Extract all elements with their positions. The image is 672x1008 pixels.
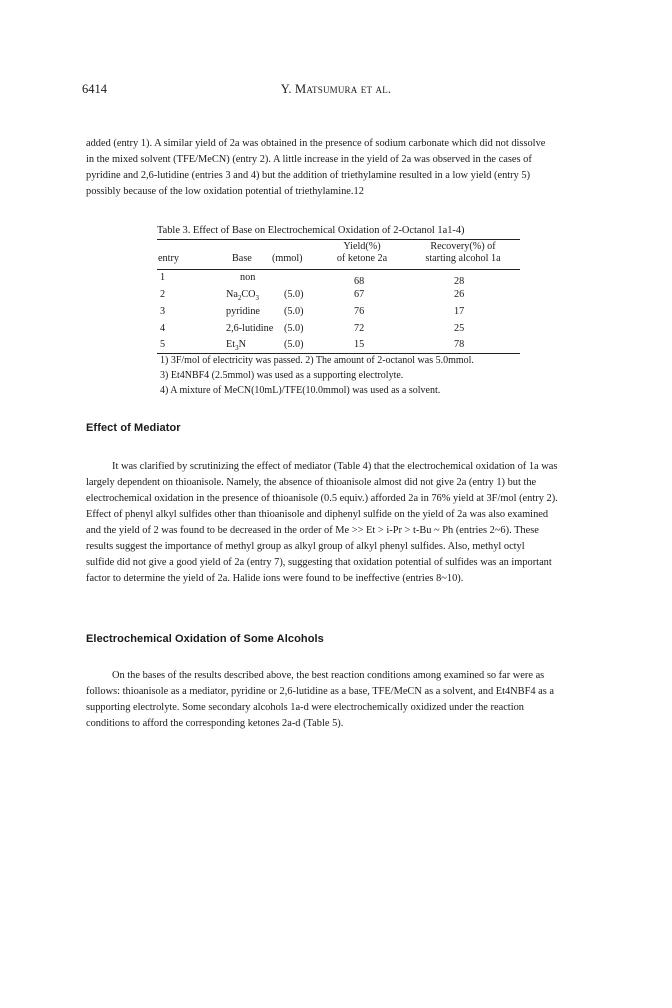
text-line: conditions to afford the corresponding ketones 2a-d (Table 5). xyxy=(86,718,344,729)
cell-entry: 4 xyxy=(160,323,166,334)
text-line: electrochemical oxidation in the presence of thioanisole (0.5 equiv.) afforded 2a in 76% yield at 3F/mol (entry 2). xyxy=(86,493,558,504)
table-caption: Table 3. Effect of Base on Electrochemical Oxidation of 2-Octanol 1a1-4) xyxy=(157,225,465,236)
text-line: On the bases of the results described above, the best reaction conditions among examined so far were as xyxy=(112,670,545,681)
header-yield-line2: of ketone 2a xyxy=(336,253,388,264)
cell-base: pyridine xyxy=(226,306,260,317)
cell-yield: 76 xyxy=(354,306,365,317)
cell-mmol: (5.0) xyxy=(284,339,304,350)
running-head: Y. Matsumura et al. xyxy=(280,82,392,96)
page-number: 6414 xyxy=(82,82,107,96)
text-line: results suggest the importance of methyl group as alkyl group of alkyl phenyl sulfides. Also, methyl octyl xyxy=(86,541,525,552)
table-note: 3) Et4NBF4 (2.5mmol) was used as a supporting electrolyte. xyxy=(160,370,404,381)
cell-recovery: 28 xyxy=(454,276,465,287)
text-line: and the yield of 2 was found to be decreased in the order of Me >> Et > i-Pr > t-Bu ~ Ph (entries 2~6). These xyxy=(86,525,539,536)
cell-entry: 5 xyxy=(160,339,166,350)
cell-base: $Et_3N$ xyxy=(226,339,246,353)
text-line: pyridine and 2,6-lutidine (entries 3 and 4) but the addition of triethylamine resulted in a low yield (entry 5) xyxy=(86,170,531,181)
cell-yield: 68 xyxy=(354,276,365,287)
table-note: 4) A mixture of MeCN(10mL)/TFE(10.0mmol) was used as a solvent. xyxy=(160,385,441,396)
table-header-rule xyxy=(157,269,520,270)
text-line: follows: thioanisole as a mediator, pyridine or 2,6-lutidine as a base, TFE/MeCN as a solvent, and Et4NBF4 as a xyxy=(86,686,555,697)
cell-yield: 72 xyxy=(354,323,365,334)
text-line: It was clarified by scrutinizing the effect of mediator (Table 4) that the electrochemical oxidation of 1a was xyxy=(112,461,558,472)
text-line: possibly because of the low oxidation potential of triethylamine.12 xyxy=(86,186,364,197)
text-line: added (entry 1). A similar yield of 2a was obtained in the presence of sodium carbonate which did not dissolve xyxy=(86,138,546,149)
text-line: factor to determine the yield of 2a. Halide ions were found to be ineffective (entries 8~10). xyxy=(86,573,464,584)
cell-mmol: (5.0) xyxy=(284,306,304,317)
cell-recovery: 78 xyxy=(454,339,465,350)
cell-base: non xyxy=(240,272,256,283)
header-recovery-line2: starting alcohol 1a xyxy=(425,253,501,264)
cell-base: 2,6-lutidine xyxy=(226,323,274,334)
text-line: largely dependent on thioanisole. Namely, the absence of thioanisole almost did not give 2a (entry 1) but the xyxy=(86,477,537,488)
intro-paragraph xyxy=(86,136,591,200)
header-mmol: (mmol) xyxy=(272,253,303,264)
cell-entry: 1 xyxy=(160,272,166,283)
cell-yield: 15 xyxy=(354,339,365,350)
text-line: in the mixed solvent (TFE/MeCN) (entry 2). A little increase in the yield of 2a was observed in the cases of xyxy=(86,154,532,165)
table-note: 1) 3F/mol of electricity was passed. 2) The amount of 2-octanol was 5.0mmol. xyxy=(160,355,474,366)
cell-entry: 2 xyxy=(160,289,166,300)
table-top-rule xyxy=(157,239,520,240)
cell-base: $Na_2CO_3$ xyxy=(226,289,260,303)
cell-recovery: 26 xyxy=(454,289,465,300)
section-heading-mediator: Effect of Mediator xyxy=(86,422,181,434)
cell-entry: 3 xyxy=(160,306,166,317)
header-base: Base xyxy=(232,253,252,264)
header-entry: entry xyxy=(158,253,179,264)
cell-recovery: 25 xyxy=(454,323,465,334)
text-line: sulfide did not give a good yield of 2a (entry 7), suggesting that oxidation potential of sulfides was an important xyxy=(86,557,552,568)
cell-mmol: (5.0) xyxy=(284,289,304,300)
cell-yield: 67 xyxy=(354,289,365,300)
mediator-paragraph xyxy=(86,459,591,587)
text-line: supporting electrolyte. Some secondary alcohols 1a-d were electrochemically oxidized under the reaction xyxy=(86,702,524,713)
header-recovery-line1: Recovery(%) of xyxy=(430,241,496,252)
oxidation-paragraph xyxy=(86,668,591,732)
table-bottom-rule xyxy=(157,353,520,354)
cell-recovery: 17 xyxy=(454,306,465,317)
text-line: Effect of phenyl alkyl sulfides other than thioanisole and diphenyl sulfide on the yield of 2a was also examined xyxy=(86,509,549,520)
section-heading-oxidation: Electrochemical Oxidation of Some Alcohols xyxy=(86,633,324,645)
header-yield-line1: Yield(%) xyxy=(343,241,381,252)
cell-mmol: (5.0) xyxy=(284,323,304,334)
